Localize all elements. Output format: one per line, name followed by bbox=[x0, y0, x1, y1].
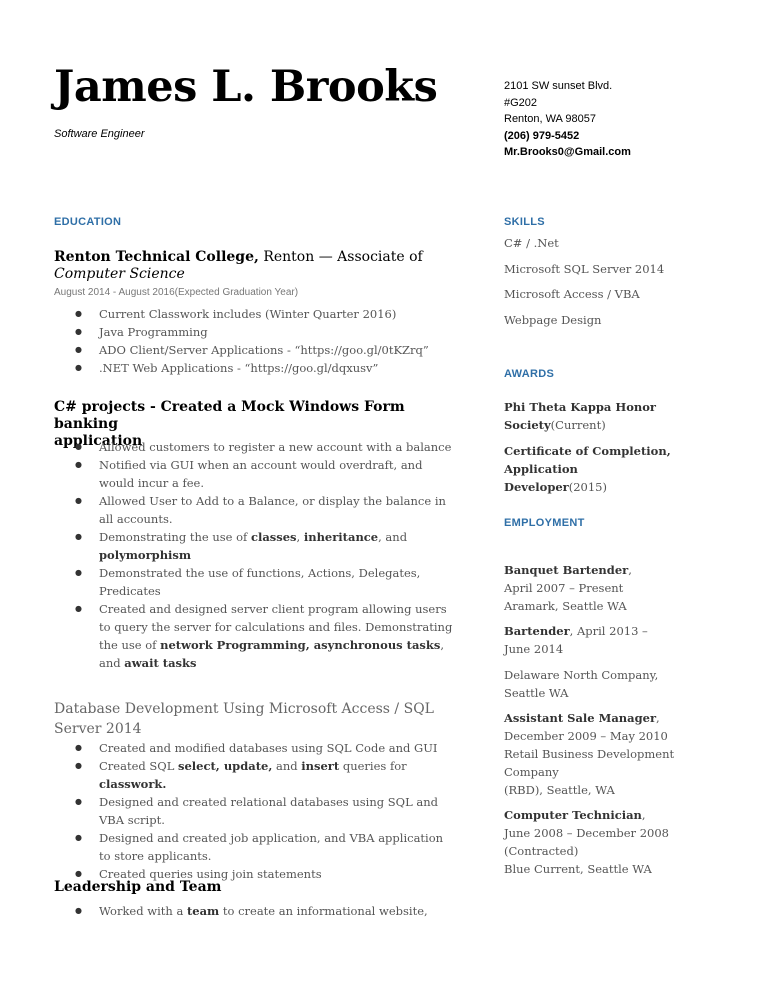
csharp-list bbox=[54, 438, 454, 672]
list-item: ● Current Classwork includes (Winter Quarter 2016) bbox=[54, 305, 454, 323]
keyword: team bbox=[186, 904, 220, 918]
keyword: classes bbox=[250, 530, 297, 544]
job-title: Assistant Sale Manager bbox=[504, 711, 657, 725]
job-employer: Blue Current, Seattle WA bbox=[504, 862, 652, 876]
award-title: Phi Theta Kappa Honor Society bbox=[504, 400, 656, 432]
education-list bbox=[54, 305, 454, 377]
awards-heading: AWARDS bbox=[504, 368, 555, 380]
degree-name: Computer Science bbox=[54, 266, 185, 282]
list-item: ● Designed and created job application, and VBA application to store applicants. bbox=[54, 829, 454, 865]
list-item bbox=[54, 902, 454, 920]
list-item bbox=[54, 757, 454, 793]
job-entry bbox=[504, 561, 664, 615]
skill-item: Microsoft Access / VBA bbox=[504, 287, 640, 301]
address-line-2: #G202 bbox=[504, 96, 538, 109]
award-note: (2015) bbox=[568, 480, 607, 494]
job-employer: Delaware North Company, Seattle WA bbox=[504, 668, 659, 700]
list-item: ● Allowed User to Add to a Balance, or display the balance in all accounts. bbox=[54, 492, 454, 528]
list-item: ● Notified via GUI when an account would overdraft, and would incur a fee. bbox=[54, 456, 454, 492]
database-heading-line-1: Database Development Using Microsoft Access / SQL bbox=[54, 701, 434, 717]
text: queries for bbox=[339, 759, 407, 773]
list-item: ● Created and modified databases using SQL Code and GUI bbox=[54, 739, 454, 757]
list-item: ● Allowed customers to register a new account with a balance bbox=[54, 438, 454, 456]
school-name: Renton Technical College, bbox=[54, 249, 259, 265]
contact-block bbox=[504, 78, 631, 161]
text: , bbox=[296, 530, 304, 544]
job-employer: Retail Business Development Company bbox=[504, 747, 675, 779]
job-title: Bartender bbox=[504, 624, 570, 638]
text: Worked with a bbox=[99, 904, 187, 918]
job-dates: , December 2009 – May 2010 bbox=[504, 711, 668, 743]
job-entry bbox=[504, 622, 674, 658]
leadership-list bbox=[54, 902, 454, 920]
education-school bbox=[54, 249, 454, 283]
address-line-3: Renton, WA 98057 bbox=[504, 113, 596, 125]
award-note: (Current) bbox=[550, 418, 606, 432]
keyword: classwork. bbox=[99, 777, 167, 791]
keyword: await tasks bbox=[124, 656, 197, 670]
list-item bbox=[54, 600, 454, 672]
award-item bbox=[504, 442, 674, 496]
database-heading-line-2: Server 2014 bbox=[54, 721, 142, 737]
education-dates: August 2014 - August 2016(Expected Graduation Year) bbox=[54, 287, 299, 298]
list-item: ● Designed and created relational databases using SQL and VBA script. bbox=[54, 793, 454, 829]
text: and bbox=[272, 759, 302, 773]
keyword: insert bbox=[301, 759, 340, 773]
database-list bbox=[54, 739, 454, 883]
job-dates: , June 2008 – December 2008 bbox=[504, 808, 669, 840]
list-item: ● .NET Web Applications - “https://goo.gl/dqxusv” bbox=[54, 359, 454, 377]
skill-item: C# / .Net bbox=[504, 236, 559, 250]
job-employer: Aramark, Seattle WA bbox=[504, 599, 627, 613]
keyword: select, update, bbox=[178, 759, 273, 773]
text: Created SQL bbox=[99, 759, 179, 773]
text: Demonstrating the use of bbox=[99, 530, 251, 544]
resume-name: James L. Brooks bbox=[54, 62, 438, 112]
text: Created and designed server client program allowing users to query the server for calculations and files. Demonstrating the use of bbox=[99, 602, 453, 652]
list-item bbox=[54, 528, 454, 564]
keyword: network Programming, asynchronous tasks bbox=[160, 638, 441, 652]
job-employer-cont: (RBD), Seattle, WA bbox=[504, 783, 615, 797]
text: , and bbox=[99, 638, 444, 670]
job-entry bbox=[504, 806, 669, 878]
award-title: Certificate of Completion, Application Developer bbox=[504, 444, 671, 494]
leadership-heading-text: Leadership and Team bbox=[54, 879, 222, 895]
job-title: Banquet Bartender bbox=[504, 563, 629, 577]
job-entry bbox=[504, 709, 679, 799]
award-item bbox=[504, 398, 669, 434]
text: , and bbox=[378, 530, 408, 544]
keyword: inheritance bbox=[303, 530, 379, 544]
list-item: ● ADO Client/Server Applications - “https://goo.gl/0tKZrq” bbox=[54, 341, 454, 359]
skill-item: Webpage Design bbox=[504, 313, 602, 327]
job-note: (Contracted) bbox=[504, 844, 579, 858]
job-dates: , April 2013 – June 2014 bbox=[504, 624, 648, 656]
job-dates: , April 2007 – Present bbox=[504, 563, 632, 595]
phone: (206) 979-5452 bbox=[504, 129, 580, 142]
text: to create an informational website, bbox=[219, 904, 428, 918]
list-item: ● Created queries using join statements bbox=[54, 865, 454, 883]
keyword: polymorphism bbox=[99, 548, 192, 562]
email[interactable]: Mr.Brooks0@Gmail.com bbox=[504, 146, 631, 158]
job-title: Software Engineer bbox=[54, 128, 145, 140]
csharp-heading-line-1: C# projects - Created a Mock Windows Form banking bbox=[54, 399, 405, 432]
list-item: ● Java Programming bbox=[54, 323, 454, 341]
skills-heading: SKILLS bbox=[504, 216, 545, 228]
list-item: ● Demonstrated the use of functions, Actions, Delegates, Predicates bbox=[54, 564, 454, 600]
csharp-heading-line-2: application bbox=[54, 433, 143, 449]
database-heading bbox=[54, 699, 454, 739]
job-title: Computer Technician bbox=[504, 808, 642, 822]
education-heading: EDUCATION bbox=[54, 216, 122, 228]
school-location-degree: Renton — Associate of bbox=[258, 249, 423, 265]
leadership-heading bbox=[54, 879, 454, 896]
skill-item: Microsoft SQL Server 2014 bbox=[504, 262, 665, 276]
address-line-1: 2101 SW sunset Blvd. bbox=[504, 80, 613, 92]
employment-heading: EMPLOYMENT bbox=[504, 517, 585, 529]
